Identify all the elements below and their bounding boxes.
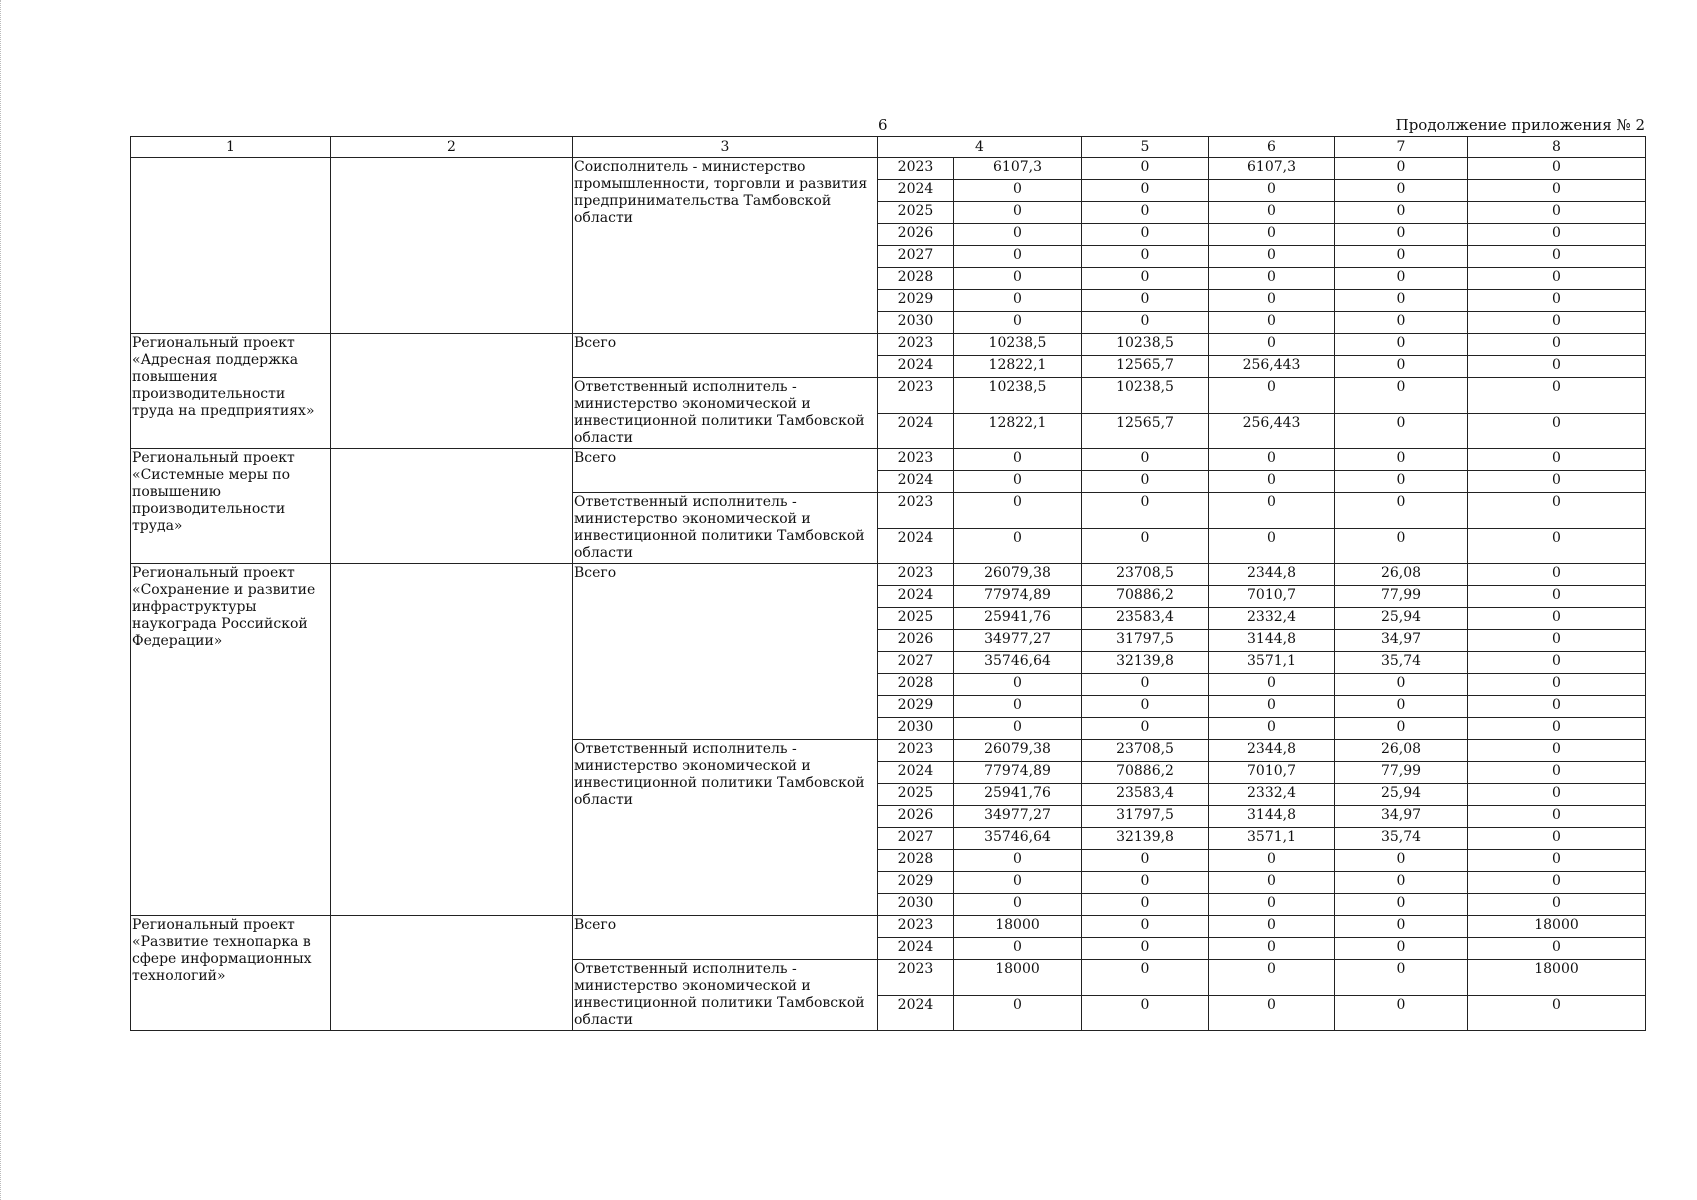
year-cell: 2030	[878, 718, 954, 740]
total-cell: 6107,3	[954, 158, 1082, 180]
regional-cell: 0	[1209, 718, 1335, 740]
total-cell: 0	[954, 528, 1082, 564]
year-cell: 2030	[878, 312, 954, 334]
local-cell: 0	[1335, 493, 1468, 529]
total-cell: 35746,64	[954, 828, 1082, 850]
total-cell: 0	[954, 938, 1082, 960]
other-cell: 0	[1468, 850, 1646, 872]
local-cell: 0	[1335, 674, 1468, 696]
project-name-cell: Региональный проект «Адресная поддержка повышения производительности труда на предприятиях»	[131, 334, 331, 449]
col-header-4: 4	[878, 137, 1082, 158]
federal-cell: 10238,5	[1082, 378, 1209, 414]
regional-cell: 0	[1209, 202, 1335, 224]
year-cell: 2023	[878, 158, 954, 180]
local-cell: 0	[1335, 312, 1468, 334]
page-number: 6	[878, 116, 888, 134]
year-cell: 2025	[878, 784, 954, 806]
federal-cell: 31797,5	[1082, 806, 1209, 828]
executor-label-cell: Ответственный исполнитель - министерство экономической и инвестиционной политики Тамбовской области	[573, 960, 878, 1031]
total-cell: 26079,38	[954, 564, 1082, 586]
regional-cell: 0	[1209, 312, 1335, 334]
federal-cell: 0	[1082, 224, 1209, 246]
other-cell: 0	[1468, 356, 1646, 378]
col-header-2: 2	[331, 137, 573, 158]
federal-cell: 23708,5	[1082, 740, 1209, 762]
local-cell: 0	[1335, 158, 1468, 180]
year-cell: 2024	[878, 528, 954, 564]
total-cell: 0	[954, 246, 1082, 268]
year-cell: 2026	[878, 806, 954, 828]
total-cell: 34977,27	[954, 806, 1082, 828]
total-cell: 0	[954, 894, 1082, 916]
column-2-cell	[331, 449, 573, 564]
regional-cell: 0	[1209, 674, 1335, 696]
table-row	[131, 158, 1646, 180]
other-cell: 0	[1468, 246, 1646, 268]
total-cell: 0	[954, 674, 1082, 696]
project-name-cell: Региональный проект «Развитие технопарка в сфере информационных технологий»	[131, 916, 331, 1031]
year-cell: 2023	[878, 740, 954, 762]
regional-cell: 3571,1	[1209, 828, 1335, 850]
local-cell: 0	[1335, 224, 1468, 246]
column-2-cell	[331, 916, 573, 1031]
year-cell: 2028	[878, 850, 954, 872]
year-cell: 2025	[878, 202, 954, 224]
regional-cell: 3144,8	[1209, 630, 1335, 652]
year-cell: 2023	[878, 960, 954, 996]
federal-cell: 0	[1082, 246, 1209, 268]
total-cell: 25941,76	[954, 784, 1082, 806]
local-cell: 0	[1335, 696, 1468, 718]
regional-cell: 0	[1209, 872, 1335, 894]
federal-cell: 32139,8	[1082, 652, 1209, 674]
local-cell: 0	[1335, 872, 1468, 894]
other-cell: 0	[1468, 652, 1646, 674]
local-cell: 35,74	[1335, 652, 1468, 674]
year-cell: 2030	[878, 894, 954, 916]
other-cell: 0	[1468, 674, 1646, 696]
other-cell: 18000	[1468, 960, 1646, 996]
year-cell: 2024	[878, 586, 954, 608]
other-cell: 0	[1468, 158, 1646, 180]
total-cell: 12822,1	[954, 413, 1082, 449]
regional-cell: 0	[1209, 471, 1335, 493]
total-cell: 0	[954, 202, 1082, 224]
federal-cell: 23583,4	[1082, 608, 1209, 630]
local-cell: 0	[1335, 449, 1468, 471]
federal-cell: 0	[1082, 312, 1209, 334]
total-cell: 0	[954, 872, 1082, 894]
other-cell: 0	[1468, 564, 1646, 586]
year-cell: 2024	[878, 995, 954, 1031]
federal-cell: 0	[1082, 995, 1209, 1031]
other-cell: 0	[1468, 449, 1646, 471]
year-cell: 2023	[878, 564, 954, 586]
regional-cell: 0	[1209, 180, 1335, 202]
local-cell: 35,74	[1335, 828, 1468, 850]
total-cell: 25941,76	[954, 608, 1082, 630]
other-cell: 0	[1468, 413, 1646, 449]
local-cell: 34,97	[1335, 630, 1468, 652]
local-cell: 34,97	[1335, 806, 1468, 828]
federal-cell: 0	[1082, 674, 1209, 696]
regional-cell: 0	[1209, 268, 1335, 290]
year-cell: 2028	[878, 674, 954, 696]
other-cell: 0	[1468, 378, 1646, 414]
table-row	[131, 916, 1646, 938]
total-cell: 18000	[954, 916, 1082, 938]
federal-cell: 12565,7	[1082, 356, 1209, 378]
regional-cell: 2332,4	[1209, 608, 1335, 630]
year-cell: 2026	[878, 630, 954, 652]
regional-cell: 0	[1209, 334, 1335, 356]
regional-cell: 0	[1209, 246, 1335, 268]
local-cell: 77,99	[1335, 586, 1468, 608]
total-cell: 26079,38	[954, 740, 1082, 762]
year-cell: 2023	[878, 334, 954, 356]
federal-cell: 0	[1082, 268, 1209, 290]
other-cell: 0	[1468, 471, 1646, 493]
local-cell: 0	[1335, 916, 1468, 938]
local-cell: 0	[1335, 894, 1468, 916]
col-header-8: 8	[1468, 137, 1646, 158]
executor-label-cell: Всего	[573, 564, 878, 740]
local-cell: 0	[1335, 378, 1468, 414]
other-cell: 0	[1468, 493, 1646, 529]
federal-cell: 23708,5	[1082, 564, 1209, 586]
local-cell: 77,99	[1335, 762, 1468, 784]
federal-cell: 31797,5	[1082, 630, 1209, 652]
federal-cell: 32139,8	[1082, 828, 1209, 850]
local-cell: 0	[1335, 413, 1468, 449]
local-cell: 26,08	[1335, 564, 1468, 586]
other-cell: 0	[1468, 202, 1646, 224]
federal-cell: 70886,2	[1082, 586, 1209, 608]
regional-cell: 0	[1209, 290, 1335, 312]
regional-cell: 0	[1209, 960, 1335, 996]
total-cell: 0	[954, 312, 1082, 334]
local-cell: 0	[1335, 960, 1468, 996]
column-2-cell	[331, 334, 573, 449]
year-cell: 2029	[878, 696, 954, 718]
regional-cell: 0	[1209, 696, 1335, 718]
year-cell: 2029	[878, 872, 954, 894]
federal-cell: 0	[1082, 960, 1209, 996]
other-cell: 0	[1468, 312, 1646, 334]
total-cell: 10238,5	[954, 378, 1082, 414]
other-cell: 0	[1468, 894, 1646, 916]
regional-cell: 0	[1209, 916, 1335, 938]
regional-cell: 2344,8	[1209, 740, 1335, 762]
total-cell: 0	[954, 268, 1082, 290]
local-cell: 0	[1335, 850, 1468, 872]
local-cell: 0	[1335, 290, 1468, 312]
other-cell: 0	[1468, 740, 1646, 762]
federal-cell: 0	[1082, 202, 1209, 224]
local-cell: 25,94	[1335, 784, 1468, 806]
executor-label-cell: Всего	[573, 916, 878, 960]
total-cell: 0	[954, 850, 1082, 872]
federal-cell: 0	[1082, 528, 1209, 564]
other-cell: 0	[1468, 828, 1646, 850]
executor-label-cell: Всего	[573, 334, 878, 378]
year-cell: 2027	[878, 246, 954, 268]
total-cell: 77974,89	[954, 762, 1082, 784]
year-cell: 2024	[878, 938, 954, 960]
regional-cell: 0	[1209, 528, 1335, 564]
total-cell: 10238,5	[954, 334, 1082, 356]
year-cell: 2027	[878, 652, 954, 674]
total-cell: 0	[954, 718, 1082, 740]
total-cell: 0	[954, 995, 1082, 1031]
year-cell: 2024	[878, 762, 954, 784]
header-row	[131, 137, 1646, 158]
table-row	[131, 334, 1646, 356]
federal-cell: 0	[1082, 894, 1209, 916]
federal-cell: 0	[1082, 916, 1209, 938]
regional-cell: 0	[1209, 493, 1335, 529]
federal-cell: 0	[1082, 471, 1209, 493]
total-cell: 0	[954, 696, 1082, 718]
local-cell: 0	[1335, 718, 1468, 740]
federal-cell: 0	[1082, 938, 1209, 960]
other-cell: 0	[1468, 586, 1646, 608]
local-cell: 0	[1335, 471, 1468, 493]
scan-edge	[0, 0, 4, 1200]
local-cell: 0	[1335, 334, 1468, 356]
local-cell: 25,94	[1335, 608, 1468, 630]
regional-cell: 256,443	[1209, 413, 1335, 449]
executor-label-cell: Ответственный исполнитель - министерство экономической и инвестиционной политики Тамбовской области	[573, 740, 878, 916]
year-cell: 2023	[878, 378, 954, 414]
other-cell: 18000	[1468, 916, 1646, 938]
other-cell: 0	[1468, 630, 1646, 652]
column-2-cell	[331, 564, 573, 916]
other-cell: 0	[1468, 180, 1646, 202]
table-row	[131, 564, 1646, 586]
column-2-cell	[331, 158, 573, 334]
continuation-label: Продолжение приложения № 2	[1395, 116, 1645, 134]
regional-cell: 0	[1209, 995, 1335, 1031]
table-row	[131, 449, 1646, 471]
federal-cell: 0	[1082, 696, 1209, 718]
col-header-1: 1	[131, 137, 331, 158]
project-name-cell	[131, 158, 331, 334]
year-cell: 2023	[878, 916, 954, 938]
total-cell: 0	[954, 493, 1082, 529]
executor-label-cell: Всего	[573, 449, 878, 493]
federal-cell: 0	[1082, 872, 1209, 894]
federal-cell: 0	[1082, 290, 1209, 312]
regional-cell: 3144,8	[1209, 806, 1335, 828]
year-cell: 2027	[878, 828, 954, 850]
regional-cell: 0	[1209, 850, 1335, 872]
year-cell: 2023	[878, 449, 954, 471]
total-cell: 0	[954, 449, 1082, 471]
total-cell: 77974,89	[954, 586, 1082, 608]
executor-label-cell: Соисполнитель - министерство промышленности, торговли и развития предпринимательства Тамбовской области	[573, 158, 878, 334]
regional-cell: 0	[1209, 224, 1335, 246]
col-header-7: 7	[1335, 137, 1468, 158]
local-cell: 0	[1335, 246, 1468, 268]
regional-cell: 0	[1209, 378, 1335, 414]
regional-cell: 2344,8	[1209, 564, 1335, 586]
year-cell: 2024	[878, 413, 954, 449]
local-cell: 26,08	[1335, 740, 1468, 762]
total-cell: 18000	[954, 960, 1082, 996]
federal-cell: 0	[1082, 158, 1209, 180]
table-body	[131, 158, 1646, 1031]
federal-cell: 0	[1082, 449, 1209, 471]
other-cell: 0	[1468, 696, 1646, 718]
other-cell: 0	[1468, 806, 1646, 828]
budget-table	[130, 136, 1646, 1031]
local-cell: 0	[1335, 356, 1468, 378]
total-cell: 35746,64	[954, 652, 1082, 674]
federal-cell: 23583,4	[1082, 784, 1209, 806]
regional-cell: 0	[1209, 894, 1335, 916]
regional-cell: 3571,1	[1209, 652, 1335, 674]
federal-cell: 70886,2	[1082, 762, 1209, 784]
federal-cell: 10238,5	[1082, 334, 1209, 356]
federal-cell: 12565,7	[1082, 413, 1209, 449]
executor-label-cell: Ответственный исполнитель - министерство экономической и инвестиционной политики Тамбовской области	[573, 378, 878, 449]
local-cell: 0	[1335, 938, 1468, 960]
total-cell: 0	[954, 224, 1082, 246]
col-header-6: 6	[1209, 137, 1335, 158]
regional-cell: 7010,7	[1209, 586, 1335, 608]
federal-cell: 0	[1082, 718, 1209, 740]
year-cell: 2026	[878, 224, 954, 246]
year-cell: 2029	[878, 290, 954, 312]
other-cell: 0	[1468, 718, 1646, 740]
executor-label-cell: Ответственный исполнитель - министерство экономической и инвестиционной политики Тамбовской области	[573, 493, 878, 564]
other-cell: 0	[1468, 995, 1646, 1031]
total-cell: 12822,1	[954, 356, 1082, 378]
federal-cell: 0	[1082, 850, 1209, 872]
local-cell: 0	[1335, 528, 1468, 564]
other-cell: 0	[1468, 334, 1646, 356]
regional-cell: 0	[1209, 449, 1335, 471]
year-cell: 2023	[878, 493, 954, 529]
project-name-cell: Региональный проект «Системные меры по повышению производительности труда»	[131, 449, 331, 564]
regional-cell: 6107,3	[1209, 158, 1335, 180]
local-cell: 0	[1335, 995, 1468, 1031]
total-cell: 0	[954, 471, 1082, 493]
year-cell: 2024	[878, 180, 954, 202]
local-cell: 0	[1335, 180, 1468, 202]
total-cell: 34977,27	[954, 630, 1082, 652]
local-cell: 0	[1335, 202, 1468, 224]
other-cell: 0	[1468, 938, 1646, 960]
other-cell: 0	[1468, 608, 1646, 630]
regional-cell: 256,443	[1209, 356, 1335, 378]
other-cell: 0	[1468, 224, 1646, 246]
federal-cell: 0	[1082, 180, 1209, 202]
federal-cell: 0	[1082, 493, 1209, 529]
other-cell: 0	[1468, 784, 1646, 806]
local-cell: 0	[1335, 268, 1468, 290]
year-cell: 2028	[878, 268, 954, 290]
regional-cell: 2332,4	[1209, 784, 1335, 806]
regional-cell: 0	[1209, 938, 1335, 960]
other-cell: 0	[1468, 872, 1646, 894]
other-cell: 0	[1468, 290, 1646, 312]
project-name-cell: Региональный проект «Сохранение и развитие инфраструктуры наукограда Российской Федерации»	[131, 564, 331, 916]
other-cell: 0	[1468, 268, 1646, 290]
total-cell: 0	[954, 180, 1082, 202]
col-header-3: 3	[573, 137, 878, 158]
regional-cell: 7010,7	[1209, 762, 1335, 784]
other-cell: 0	[1468, 762, 1646, 784]
year-cell: 2024	[878, 471, 954, 493]
total-cell: 0	[954, 290, 1082, 312]
other-cell: 0	[1468, 528, 1646, 564]
col-header-5: 5	[1082, 137, 1209, 158]
year-cell: 2025	[878, 608, 954, 630]
year-cell: 2024	[878, 356, 954, 378]
